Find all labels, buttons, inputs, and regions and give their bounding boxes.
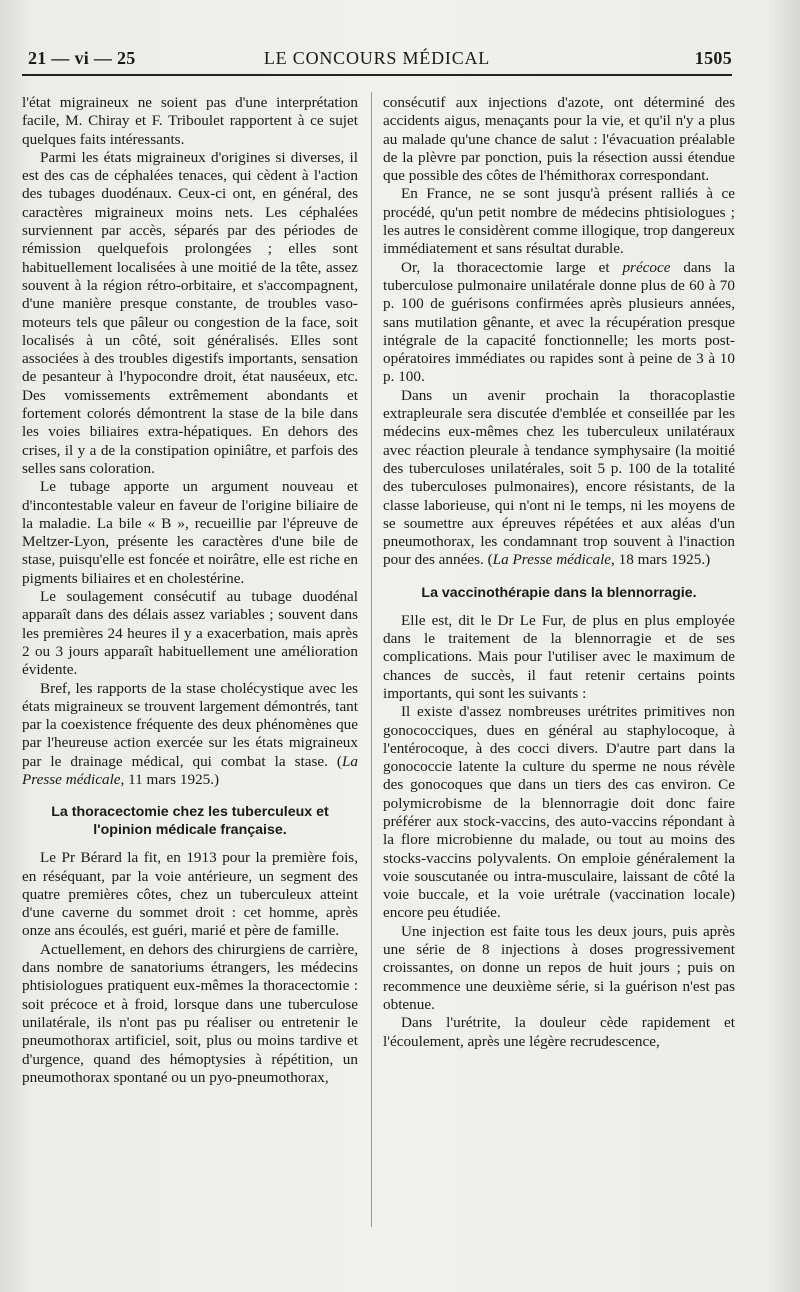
- paragraph: Une injection est faite tous les deux jours, puis après une série de 8 injections à doses progressivement croissantes, on donne un repos de huit jours ; puis on recommence une deuxième série, si la guérison n'est pas obtenue.: [383, 922, 735, 1013]
- column-divider: [371, 92, 372, 1227]
- header-rule: [22, 74, 732, 76]
- right-column: [383, 94, 735, 1051]
- paragraph-text: Dans un avenir prochain la thoracoplastie extrapleurale sera discutée d'emblée et conseillée par les médecins eux-mêmes chez les tuberculeux unilatéraux avec réaction pleurale à tendance symphysaire (la moitié des tuberculoses unilatérales, soit 5 p. 100 de la totalité des tuberculoses pulmonaires), encore résistants, de la classe laborieuse, qui n'ont ni le temps, ni les moyens de se soumettre aux épreuves répétées et aux aléas d'un pneumothorax, les condamnant trop souvent à l'inaction pour des années. (: [383, 386, 735, 569]
- paragraph: [383, 387, 735, 570]
- journal-title: LE CONCOURS MÉDICAL: [263, 48, 491, 68]
- paragraph: Parmi les états migraineux d'origines si diverses, il est des cas de céphalées tenaces, qui cèdent à l'action des tubages duodénaux. Ceux-ci ont, en général, des caractères migraineux moins nets. Les céphalées surviennent par accès, séparés par des périodes de rémission quelquefois prolongées ; elles sont habituellement localisées à une moitié de la tête, assez souvent à la région rétro-orbitaire, et s'accompagnent, d'une manière presque constante, de troubles vaso-moteurs tels que pâleur ou congestion de la face, soit localisés à un côté, soit généralisés. Elles sont associées à des troubles digestifs importants, sensation de pesanteur à l'hypocondre droit, état nauséeux, etc. Des vomissements extrêmement abondants et fortement colorés démontrent la stase de la bile dans les voies biliaires extra-hépatiques. En dehors des crises, il y a de la constipation opiniâtre, et parfois des selles sans coloration.: [22, 148, 358, 477]
- paragraph: [22, 680, 358, 790]
- paragraph: Actuellement, en dehors des chirurgiens de carrière, dans nombre de sanatoriums étrangers, les médecins phtisiologues pratiquent eux-mêmes la thoracectomie : soit précoce et à froid, lorsque dans une tuberculose unilatérale, ils n'ont pas pu réaliser ou entretenir le pneumothorax artificiel, soit, plus ou moins tardive et d'urgence, quand des hémoptysies à répétition, un pneumothorax spontané ou un pyo-pneumothorax,: [22, 940, 358, 1086]
- paragraph: consécutif aux injections d'azote, ont déterminé des accidents aigus, menaçants pour la vie, et qu'il n'y a plus au malade qu'une chance de salut : l'évacuation préalable de la plèvre par ponction, puis la résection aussi étendue que possible des côtes de l'hémithorax correspondant.: [383, 94, 735, 185]
- paragraph: [383, 259, 735, 387]
- citation-date: , 18 mars 1925.): [611, 551, 711, 569]
- emphasis: précoce: [622, 258, 671, 276]
- paragraph: l'état migraineux ne soient pas d'une interprétation facile, M. Chiray et F. Triboulet rapportent à ce sujet quelques faits intéressants.: [22, 94, 358, 148]
- page-header: [22, 46, 732, 72]
- section-heading: La thoracectomie chez les tuberculeux et l'opinion médicale française.: [51, 804, 329, 839]
- issue-date: 21 — vi — 25: [28, 48, 136, 68]
- paragraph-text: Or, la thoracectomie large et: [401, 258, 623, 276]
- paragraph: Le tubage apporte un argument nouveau et d'incontestable valeur en faveur de l'origine biliaire de la maladie. La bile « B », recueillie par l'épreuve de Meltzer-Lyon, présente les caractères d'une bile de stase, puisqu'elle est foncée et noirâtre, elle est riche en pigments biliaires et en cholestérine.: [22, 478, 358, 587]
- paragraph-text: dans la tuberculose pulmonaire unilatérale donne plus de 60 à 70 p. 100 de guérisons confirmées après plusieurs années, sans mutilation gênante, et avec la récupération presque intégrale de la capacité fonctionnelle; les morts post-opératoires immédiates ou rapides sont à peine de 3 à 10 p. 100.: [383, 258, 735, 386]
- source-citation: La Presse médicale: [22, 752, 358, 788]
- paragraph: Le Pr Bérard la fit, en 1913 pour la première fois, en réséquant, par la voie antérieure, un segment des quatre premières côtes, chez un tuberculeux atteint d'une caverne du sommet droit : cet homme, après onze ans écoulés, est guéri, marié et père de famille.: [22, 849, 358, 940]
- paragraph: Dans l'urétrite, la douleur cède rapidement et l'écoulement, après une légère recrudescence,: [383, 1014, 735, 1050]
- citation-date: , 11 mars 1925.): [120, 770, 220, 788]
- page-number: 1505: [694, 48, 732, 68]
- left-column: [22, 94, 358, 1087]
- section-heading: La vaccinothérapie dans la blennorragie.: [421, 584, 697, 601]
- paragraph: En France, ne se sont jusqu'à présent ralliés à ce procédé, qu'un petit nombre de médecins phtisiologues ; les autres le considèrent comme illogique, trop dangereux immédiatement et sans résultat durable.: [383, 185, 735, 258]
- paragraph-text: Bref, les rapports de la stase cholécystique avec les états migraineux se trouvent largement démontrés, tant par la coexistence fréquente des deux phénomènes que par l'heureuse action exercée sur les états migraineux par le drainage médical, qui combat la stase. (: [22, 679, 358, 770]
- paragraph: Le soulagement consécutif au tubage duodénal apparaît dans des délais assez variables ; souvent dans les premières 24 heures il y a exacerbation, mais après 2 ou 3 jours apparaît habituellement une amélioration évidente.: [22, 588, 358, 679]
- paragraph: Il existe d'assez nombreuses urétrites primitives non gonococciques, dues en général au staphylocoque, à l'entérocoque, à des cocci divers. D'autre part dans la gonococcie latente la culture du sperme ne nous révèle des gonocoques que dans un tiers des cas environ. Ce polymicrobisme de la blennorragie doit donc faire préférer aux stock-vaccins, des auto-vaccins répondant à la flore microbienne du malade, ou tout au moins des stocks-vaccins polyvalents. On emploie généralement la voie souscutanée ou intra-musculaire, laissant de côté la voie buccale, et la voie urétrale (vaccination locale) encore peu étudiée.: [383, 703, 735, 922]
- paragraph: Elle est, dit le Dr Le Fur, de plus en plus employée dans le traitement de la blennorragie et de ses complications. Mais pour l'utiliser avec le maximum de chances de succès, il faut retenir certains points importants, qui sont les suivants :: [383, 611, 735, 702]
- source-citation: La Presse médicale: [492, 551, 612, 569]
